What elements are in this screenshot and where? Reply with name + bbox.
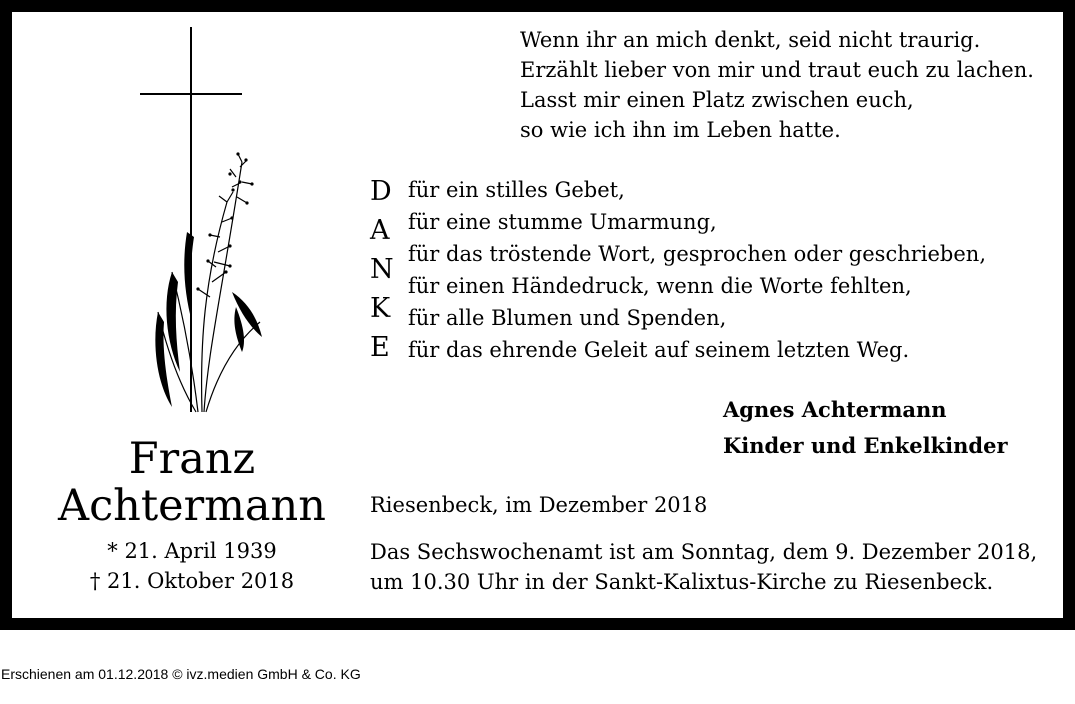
first-name: Franz: [128, 434, 256, 484]
grass-icon: [132, 142, 272, 422]
thanks-line: für das ehrende Geleit auf seinem letzten Weg.: [408, 338, 910, 362]
poem-line: so wie ich ihn im Leben hatte.: [520, 118, 841, 142]
thanks-line: für einen Händedruck, wenn die Worte fehlten,: [408, 274, 912, 298]
poem-line: Lasst mir einen Platz zwischen euch,: [520, 88, 914, 112]
danke-letter: D: [370, 176, 392, 207]
danke-letter: K: [370, 293, 391, 324]
cross-bar: [140, 93, 242, 95]
place-date: Riesenbeck, im Dezember 2018: [370, 493, 708, 517]
poem-line: Wenn ihr an mich denkt, seid nicht traurig.: [520, 28, 981, 52]
service-line: um 10.30 Uhr in der Sankt-Kalixtus-Kirche zu Riesenbeck.: [370, 570, 994, 594]
service-info: [370, 537, 1037, 597]
thanks-line: für das tröstende Wort, gesprochen oder geschrieben,: [408, 242, 986, 266]
signer-name: Agnes Achtermann: [723, 397, 947, 422]
last-name: Achtermann: [58, 481, 326, 531]
thanks-line: für eine stumme Umarmung,: [408, 210, 717, 234]
poem-line: Erzählt lieber von mir und traut euch zu lachen.: [520, 58, 1034, 82]
danke-letter: E: [370, 332, 390, 363]
birth-date: * 21. April 1939: [107, 539, 277, 563]
thanks-line: für ein stilles Gebet,: [408, 178, 625, 202]
signer-name: Kinder und Enkelkinder: [723, 433, 1008, 458]
danke-letter: A: [370, 215, 390, 246]
obituary-card: [12, 12, 1063, 618]
thanks-line: für alle Blumen und Spenden,: [408, 306, 727, 330]
service-line: Das Sechswochenamt ist am Sonntag, dem 9. Dezember 2018,: [370, 540, 1038, 564]
signers: [723, 392, 1008, 464]
danke-acrostic: [370, 172, 394, 367]
thanks-list: [408, 174, 986, 366]
publication-footer: Erschienen am 01.12.2018 © ivz.medien GmbH & Co. KG: [1, 666, 361, 682]
danke-letter: N: [370, 254, 394, 285]
death-date: † 21. Oktober 2018: [89, 569, 295, 593]
poem: [520, 25, 1034, 145]
